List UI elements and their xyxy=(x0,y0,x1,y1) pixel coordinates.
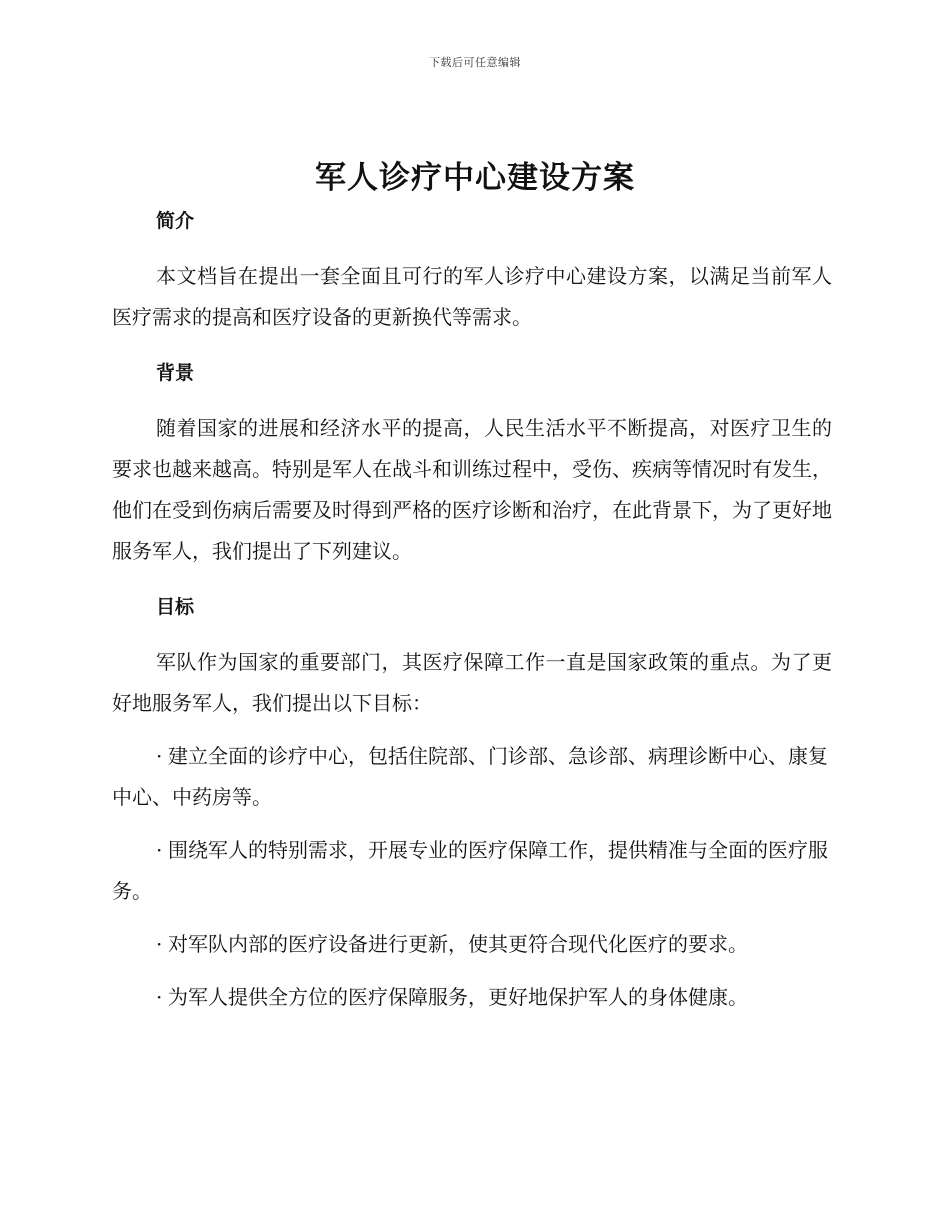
list-item xyxy=(112,736,832,818)
document-body xyxy=(112,204,832,1018)
list-item-text: 为军人提供全方位的医疗保障服务，更好地保护军人的身体健康。 xyxy=(168,985,748,1009)
background-paragraph: 随着国家的进展和经济水平的提高，人民生活水平不断提高，对医疗卫生的要求也越来越高。特别是军人在战斗和训练过程中，受伤、疾病等情况时有发生，他们在受到伤病后需要及时得到严格的医疗诊断和治疗，在此背景下，为了更好地服务军人，我们提出了下列建议。 xyxy=(112,416,832,563)
list-item-text: 建立全面的诊疗中心，包括住院部、门诊部、急诊部、病理诊断中心、康复中心、中药房等。 xyxy=(112,744,828,809)
list-item-text: 对军队内部的医疗设备进行更新，使其更符合现代化医疗的要求。 xyxy=(168,932,748,956)
bullet-dot: · xyxy=(156,985,163,1009)
list-item-text: 围绕军人的特别需求，开展专业的医疗保障工作，提供精准与全面的医疗服务。 xyxy=(112,838,828,903)
section-heading-goals: 目标 xyxy=(156,596,195,618)
bullet-dot: · xyxy=(156,932,163,956)
section-heading-background: 背景 xyxy=(156,362,195,384)
list-item xyxy=(112,830,832,912)
page-header-note: 下载后可任意编辑 xyxy=(429,56,521,69)
section-heading-intro: 简介 xyxy=(156,210,195,232)
goals-paragraph: 军队作为国家的重要部门，其医疗保障工作一直是国家政策的重点。为了更好地服务军人，我们提出以下目标： xyxy=(112,650,832,715)
goals-list xyxy=(112,736,832,1018)
document-title: 军人诊疗中心建设方案 xyxy=(315,160,635,196)
intro-paragraph: 本文档旨在提出一套全面且可行的军人诊疗中心建设方案，以满足当前军人医疗需求的提高和医疗设备的更新换代等需求。 xyxy=(112,264,832,329)
bullet-dot: · xyxy=(156,838,163,862)
bullet-dot: · xyxy=(156,744,163,768)
list-item xyxy=(112,977,832,1018)
list-item xyxy=(112,924,832,965)
